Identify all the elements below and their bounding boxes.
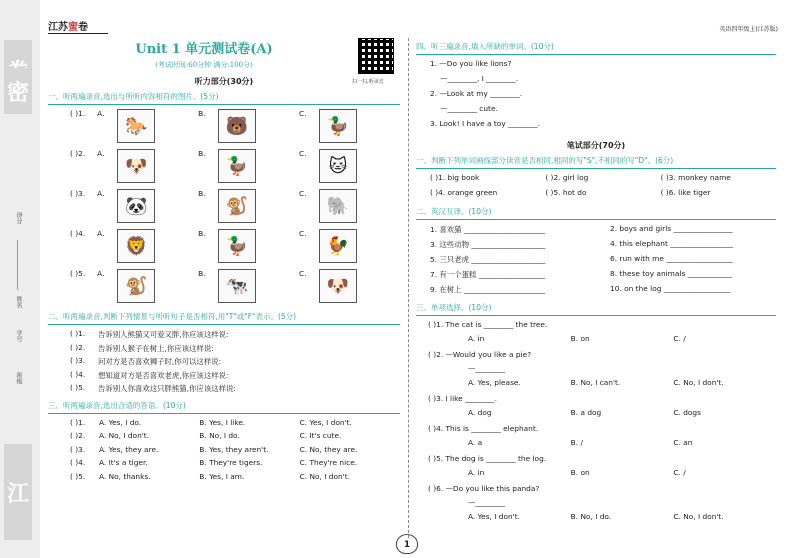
- mc-question: ( )3. I like ________.: [428, 394, 497, 403]
- picture-option[interactable]: [198, 109, 299, 143]
- judge-item: [48, 329, 400, 343]
- answer-option[interactable]: A. It's a tiger.: [98, 458, 148, 467]
- answer-option[interactable]: A. No, I don't.: [98, 431, 150, 440]
- section-6-title: 二、英汉互译。(10分): [416, 206, 776, 220]
- question-number: ( )1.: [70, 329, 86, 338]
- question-number: ( )4.: [70, 458, 86, 467]
- animal-picture-icon: 🐱: [319, 149, 357, 183]
- answer-row: [48, 458, 400, 472]
- translation-row: [416, 269, 776, 284]
- picture-option[interactable]: [299, 109, 400, 143]
- sidebar-line: [17, 240, 18, 290]
- option-label: C.: [299, 189, 307, 198]
- option-label: C.: [299, 269, 307, 278]
- phonics-item: ( )5. hot do: [545, 188, 587, 197]
- option-label: B.: [198, 149, 206, 158]
- option-label: A.: [97, 149, 105, 158]
- picture-option[interactable]: [97, 109, 198, 143]
- translation-item: 5. 三只老虎 ____________________: [430, 255, 546, 264]
- answer-option[interactable]: C. No, I don't.: [299, 471, 350, 481]
- translation-row: [416, 254, 776, 269]
- picture-option[interactable]: [198, 229, 299, 263]
- animal-picture-icon: 🐒: [218, 189, 256, 223]
- translation-row: [416, 224, 776, 239]
- question-text: 告诉别人你喜欢这只胖熊猫,你应该这样说:: [98, 384, 236, 393]
- page-title: Unit 1 单元测试卷(A): [135, 42, 273, 57]
- question-row: [48, 229, 400, 269]
- question-row: [48, 189, 400, 229]
- answer-option[interactable]: B. Yes, I like.: [199, 417, 246, 427]
- sidebar-block-mid: 密: [4, 68, 32, 114]
- translation-item: 10. on the log __________________: [610, 284, 731, 293]
- question-number: ( )2.: [70, 149, 86, 158]
- answer-option[interactable]: B. They're tigers.: [199, 458, 263, 467]
- mc-option[interactable]: A. dog: [468, 408, 492, 417]
- question-number: ( )4.: [70, 369, 86, 379]
- animal-picture-icon: 🦁: [117, 229, 155, 263]
- mc-option[interactable]: C. /: [673, 334, 686, 343]
- question-number: ( )3.: [70, 444, 86, 454]
- page-subtitle: (考试时间:60分钟 满分:100分): [155, 61, 253, 69]
- mc-option[interactable]: C. an: [673, 438, 693, 447]
- mc-answers: [416, 334, 776, 350]
- translation-row: [416, 239, 776, 254]
- question-text: 告诉别人熊猫又可爱又胖,你应该这样说:: [98, 330, 229, 339]
- answer-option[interactable]: A. No, thanks.: [98, 471, 151, 481]
- picture-option[interactable]: [97, 149, 198, 183]
- mc-answers: [416, 378, 776, 394]
- question-text: 告诉别人猴子在树上,你应该这样说:: [98, 343, 214, 353]
- mc-reply-blank: —________: [468, 364, 505, 373]
- phonics-row: [416, 188, 776, 203]
- answer-option[interactable]: B. Yes, I am.: [199, 471, 245, 481]
- question-number: ( )3.: [70, 189, 86, 198]
- fill-line: —________, I ________.: [440, 74, 519, 83]
- option-label: A.: [97, 109, 105, 118]
- translation-item: 9. 在树上 ______________________: [430, 285, 546, 294]
- option-label: C.: [299, 229, 307, 238]
- mc-question: ( )4. This is ________ elephant.: [428, 424, 539, 433]
- section-3-title: 三、听两遍录音,选出合适的答语。(10分): [48, 400, 400, 414]
- grade-label: 英语四年级上(江苏版): [719, 26, 778, 33]
- judge-item: [48, 383, 400, 397]
- answer-option[interactable]: A. Yes, I do.: [98, 417, 142, 427]
- question-number: ( )2.: [70, 342, 86, 352]
- animal-picture-icon: 🐄: [218, 269, 256, 303]
- question-number: ( )3.: [70, 356, 86, 365]
- question-row: [48, 269, 400, 309]
- translation-item: 8. these toy animals ____________: [610, 269, 733, 278]
- fill-line: 3. Look! I have a toy ________.: [430, 119, 540, 128]
- mc-option[interactable]: C. No, I don't.: [673, 378, 724, 387]
- section-4-title: 四、听三遍录音,填入所缺的单词。(10分): [416, 41, 776, 55]
- option-label: B.: [198, 189, 206, 198]
- brand-logo: 江苏蜜卷: [48, 18, 108, 34]
- translation-item: 3. 这些动物 ____________________: [430, 240, 546, 249]
- phonics-item: ( )2. girl log: [545, 173, 589, 182]
- judge-item: [48, 356, 400, 370]
- animal-picture-icon: 🦆: [319, 109, 357, 143]
- question-text: 想知道对方是否喜欢老虎,你应该这样说:: [98, 370, 229, 380]
- picture-option[interactable]: [97, 229, 198, 263]
- question-row: [48, 149, 400, 189]
- picture-option[interactable]: [299, 189, 400, 223]
- animal-picture-icon: 🐼: [117, 189, 155, 223]
- mc-question: ( )6. —Do you like this panda?: [428, 484, 540, 493]
- mc-option[interactable]: A. a: [468, 438, 483, 447]
- animal-picture-icon: 🐓: [319, 229, 357, 263]
- section-2-title: 二、听两遍录音,判断下列情景与所听句子是否相符,用"T"或"F"表示。(5分): [48, 311, 400, 325]
- translation-item: 4. this elephant _________________: [610, 239, 734, 248]
- mc-option[interactable]: C. /: [673, 468, 686, 477]
- phonics-item: ( )6. like tiger: [660, 188, 711, 197]
- animal-picture-icon: 🐻: [218, 109, 256, 143]
- answer-option[interactable]: C. No, they are.: [299, 444, 358, 454]
- animal-picture-icon: 🦆: [218, 149, 256, 183]
- fill-line: 1. —Do you like lions?: [430, 59, 512, 68]
- picture-option[interactable]: [198, 149, 299, 183]
- mc-option[interactable]: C. dogs: [673, 408, 701, 417]
- option-label: C.: [299, 149, 307, 158]
- mc-option[interactable]: C. No, I don't.: [673, 512, 724, 521]
- translation-item: 1. 喜欢猫 ______________________: [430, 225, 546, 234]
- translation-item: 7. 有一个蛋糕 __________________: [430, 270, 546, 279]
- animal-picture-icon: 🐘: [319, 189, 357, 223]
- listening-heading: 听力部分(30分): [194, 77, 254, 86]
- question-number: ( )2.: [70, 431, 86, 440]
- translation-item: 6. run with me __________________: [610, 254, 733, 263]
- picture-option[interactable]: [299, 269, 400, 303]
- mc-option[interactable]: A. Yes, I don't.: [468, 512, 520, 521]
- fill-line: 2. —Look at my ________.: [430, 89, 523, 98]
- question-number: ( )1.: [70, 417, 86, 427]
- sidebar-class-label: 班级: [15, 372, 22, 384]
- fill-line: —________ cute.: [440, 104, 498, 113]
- answer-row: [48, 431, 400, 445]
- qr-caption: 扫一扫,听录音: [352, 79, 384, 85]
- picture-option[interactable]: [198, 269, 299, 303]
- mc-answers: [416, 438, 776, 454]
- answer-option[interactable]: C. It's cute.: [299, 431, 342, 440]
- option-label: A.: [97, 229, 105, 238]
- option-label: A.: [97, 269, 105, 278]
- section-1-title: 一、听两遍录音,选出与所听内容相符的图片。(5分): [48, 91, 400, 105]
- section-5-title: 一、判断下列单词画线部分读音是否相同,相同的写"S",不相同的写"D"。(6分): [416, 155, 776, 169]
- option-label: C.: [299, 109, 307, 118]
- mc-option[interactable]: A. Yes, please.: [468, 378, 521, 387]
- question-text: 问对方是否喜欢狮子时,你可以这样说:: [98, 357, 222, 366]
- mc-option[interactable]: B. on: [570, 468, 590, 477]
- phonics-row: [416, 173, 776, 188]
- answer-option[interactable]: A. Yes, they are.: [98, 444, 159, 454]
- question-number: ( )1.: [70, 109, 86, 118]
- mc-option[interactable]: B. /: [570, 438, 583, 447]
- sidebar: [0, 0, 40, 558]
- picture-option[interactable]: [97, 189, 198, 223]
- sidebar-id-label: 学号: [15, 330, 22, 342]
- judge-item: [48, 370, 400, 384]
- picture-option[interactable]: [198, 189, 299, 223]
- mc-option[interactable]: B. on: [570, 334, 590, 343]
- option-label: B.: [198, 269, 206, 278]
- translation-row: [416, 284, 776, 299]
- left-column: [48, 38, 400, 485]
- answer-option[interactable]: B. No, I do.: [199, 431, 240, 440]
- mc-option[interactable]: A. in: [468, 334, 485, 343]
- animal-picture-icon: 🐶: [117, 149, 155, 183]
- right-column: [416, 38, 776, 528]
- written-heading: 笔试部分(70分): [566, 141, 626, 150]
- section-7-title: 三、单项选择。(10分): [416, 302, 776, 316]
- phonics-item: ( )4. orange green: [430, 188, 498, 197]
- mc-option[interactable]: A. in: [468, 468, 485, 477]
- phonics-item: ( )1. big book: [430, 173, 480, 182]
- animal-picture-icon: 🐎: [117, 109, 155, 143]
- mc-answers: [416, 408, 776, 424]
- answer-row: [48, 472, 400, 486]
- mc-option[interactable]: B. a dog: [570, 408, 602, 417]
- mc-question: ( )2. —Would you like a pie?: [428, 350, 532, 359]
- phonics-item: ( )3. monkey name: [660, 173, 731, 182]
- mc-question: ( )5. The dog is ________ the log.: [428, 454, 547, 463]
- answer-row: [48, 418, 400, 432]
- animal-picture-icon: 🦆: [218, 229, 256, 263]
- picture-option[interactable]: [97, 269, 198, 303]
- qr-code-icon[interactable]: [358, 38, 394, 74]
- picture-option[interactable]: [299, 229, 400, 263]
- mc-option[interactable]: B. No, I do.: [570, 512, 612, 521]
- question-number: ( )5.: [70, 471, 86, 481]
- answer-option[interactable]: C. Yes, I don't.: [299, 417, 352, 427]
- animal-picture-icon: 🐶: [319, 269, 357, 303]
- mc-answers: [416, 468, 776, 484]
- option-label: A.: [97, 189, 105, 198]
- judge-item: [48, 343, 400, 357]
- translation-item: 2. boys and girls ________________: [610, 224, 733, 233]
- mc-answers: [416, 512, 776, 528]
- column-divider: [408, 38, 409, 538]
- sidebar-score-label: 得分: [15, 212, 22, 224]
- animal-picture-icon: 🐒: [117, 269, 155, 303]
- question-number: ( )5.: [70, 269, 86, 278]
- sidebar-name-label: 姓名: [15, 296, 22, 308]
- answer-option[interactable]: C. They're nice.: [299, 458, 358, 467]
- mc-question: ( )1. The cat is ________ the tree.: [428, 320, 548, 329]
- picture-option[interactable]: [299, 149, 400, 183]
- page-number: 1: [396, 534, 418, 554]
- question-row: [48, 109, 400, 149]
- question-number: ( )5.: [70, 383, 86, 392]
- answer-row: [48, 445, 400, 459]
- mc-option[interactable]: B. No, I can't.: [570, 378, 621, 387]
- answer-option[interactable]: B. Yes, they aren't.: [199, 444, 269, 454]
- option-label: B.: [198, 229, 206, 238]
- question-number: ( )4.: [70, 229, 86, 238]
- sidebar-block-bottom: 江: [4, 444, 32, 540]
- mc-reply-blank: —________: [468, 498, 505, 507]
- option-label: B.: [198, 109, 206, 118]
